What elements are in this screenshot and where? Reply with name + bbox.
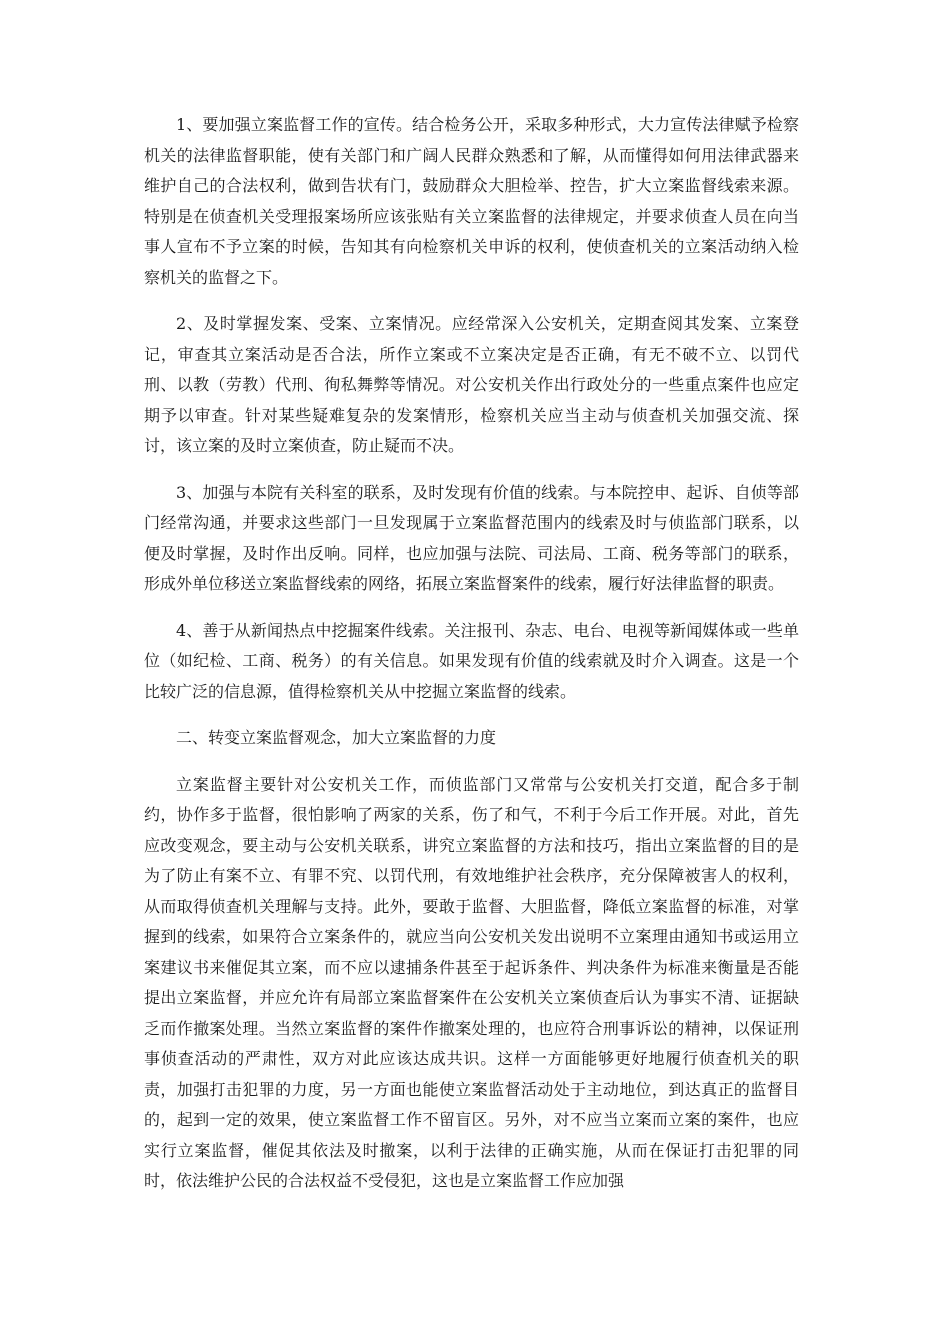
section-heading: 二、转变立案监督观念，加大立案监督的力度 [176, 728, 497, 747]
paragraph-supervision-concept: 立案监督主要针对公安机关工作，而侦监部门又常常与公安机关打交道，配合多于制约，协作多于监督，很怕影响了两家的关系，伤了和气，不利于今后工作开展。对此，首先应改变观念，要主动与公安机关联系，讲究立案监督的方法和技巧，指出立案监督的目的是为了防止有案不立、有罪不究、以罚代刑，有效地维护社会秩序，充分保障被害人的权利，从而取得侦查机关理解与支持。此外，要敢于监督、大胆监督，降低立案监督的标准，对掌握到的线索，如果符合立案条件的，就应当向公安机关发出说明不立案理由通知书或运用立案建议书来催促其立案，而不应以逮捕条件甚至于起诉条件、判决条件为标准来衡量是否能提出立案监督，并应允许有局部立案监督案件在公安机关立案侦查后认为事实不清、证据缺乏而作撤案处理。当然立案监督的案件作撤案处理的，也应符合刑事诉讼的精神，以保证刑事侦查活动的严肃性，双方对此应该达成共识。这样一方面能够更好地履行侦查机关的职责，加强打击犯罪的力度，另一方面也能使立案监督活动处于主动地位，到达真正的监督目的，起到一定的效果，使立案监督工作不留盲区。另外，对不应当立案而立案的案件，也应实行立案监督，催促其依法及时撤案，以利于法律的正确实施，从而在保证打击犯罪的同时，依法维护公民的合法权益不受侵犯，这也是立案监督工作应加强 [144, 774, 799, 1190]
paragraph-department-liaison: 3、加强与本院有关科室的联系，及时发现有价值的线索。与本院控申、起诉、自侦等部门经常沟通，并要求这些部门一旦发现属于立案监督范围内的线索及时与侦监部门联系，以便及时掌握，及时作出反响。同样，也应加强与法院、司法局、工商、税务等部门的联系，形成外单位移送立案监督线索的网络，拓展立案监督案件的线索，履行好法律监督的职责。 [144, 482, 799, 593]
paragraph-case-information: 2、及时掌握发案、受案、立案情况。应经常深入公安机关，定期查阅其发案、立案登记，审查其立案活动是否合法，所作立案或不立案决定是否正确，有无不破不立、以罚代刑、以教（劳教）代刑、徇私舞弊等情况。对公安机关作出行政处分的一些重点案件也应定期予以审查。针对某些疑难复杂的发案情形，检察机关应当主动与侦查机关加强交流、探讨，该立案的及时立案侦查，防止疑而不决。 [144, 314, 799, 455]
paragraph-news-leads: 4、善于从新闻热点中挖掘案件线索。关注报刊、杂志、电台、电视等新闻媒体或一些单位（如纪检、工商、税务）的有关信息。如果发现有价值的线索就及时介入调查。这是一个比较广泛的信息源，值得检察机关从中挖掘立案监督的线索。 [144, 620, 799, 701]
document-body [144, 110, 799, 1213]
paragraph-publicity: 1、要加强立案监督工作的宣传。结合检务公开，采取多种形式，大力宣传法律赋予检察机关的法律监督职能，使有关部门和广阔人民群众熟悉和了解，从而懂得如何用法律武器来维护自己的合法权利，做到告状有门，鼓励群众大胆检举、控告，扩大立案监督线索来源。特别是在侦查机关受理报案场所应该张贴有关立案监督的法律规定，并要求侦查人员在向当事人宣布不予立案的时候，告知其有向检察机关申诉的权利，使侦查机关的立案活动纳入检察机关的监督之下。 [144, 115, 799, 287]
